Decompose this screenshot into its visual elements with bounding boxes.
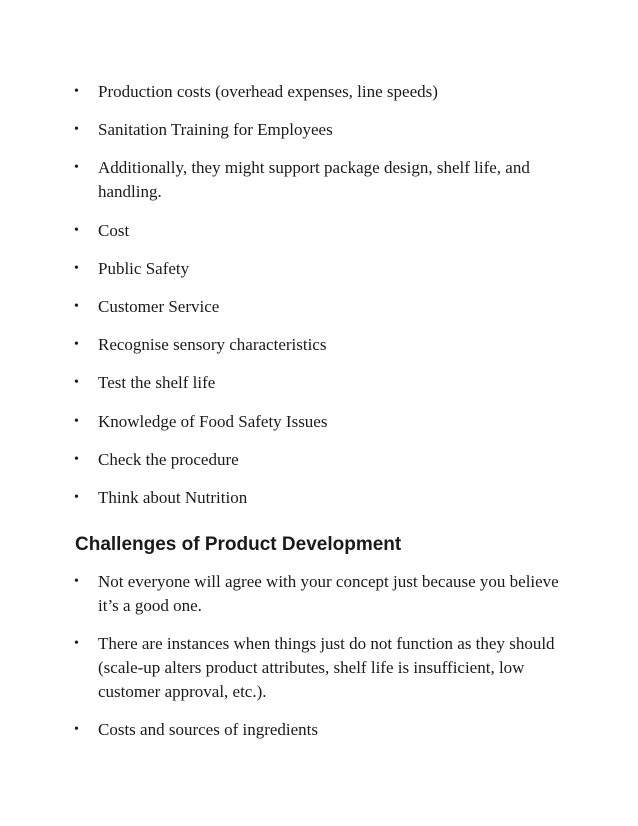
- bullet-list-requirements: [0, 80, 638, 524]
- list-item-text: Test the shelf life: [98, 373, 216, 393]
- bullet-marker: •: [74, 84, 79, 99]
- list-item-text: Public Safety: [98, 258, 190, 278]
- bullet-marker: •: [74, 298, 79, 314]
- list-item: [0, 257, 638, 281]
- section-heading: Challenges of Product Development: [75, 534, 402, 555]
- list-item: [0, 448, 638, 472]
- list-item-text: Not everyone will agree with your concept just because you believe it’s a good one.: [98, 572, 559, 615]
- bullet-list-challenges: [0, 570, 638, 757]
- bullet-marker: •: [74, 574, 79, 589]
- list-item: [0, 219, 638, 243]
- list-item: [0, 295, 638, 319]
- list-item-text: Recognise sensory characteristics: [98, 335, 327, 355]
- list-item: [0, 718, 638, 742]
- list-item-text: Knowledge of Food Safety Issues: [98, 411, 328, 431]
- list-item: [0, 570, 638, 618]
- list-item-text: Think about Nutrition: [98, 487, 248, 507]
- bullet-marker: •: [74, 160, 79, 176]
- list-item: [0, 118, 638, 142]
- bullet-marker: •: [74, 337, 79, 353]
- list-item-text: Cost: [98, 220, 130, 240]
- bullet-marker: •: [74, 636, 79, 652]
- list-item-text: Costs and sources of ingredients: [98, 720, 319, 740]
- list-item: [0, 333, 638, 357]
- bullet-marker: •: [74, 260, 79, 276]
- bullet-marker: •: [74, 413, 79, 429]
- list-item: [0, 410, 638, 434]
- bullet-marker: •: [74, 489, 79, 505]
- bullet-marker: •: [74, 122, 79, 138]
- list-item: [0, 371, 638, 395]
- bullet-marker: •: [74, 451, 79, 467]
- bullet-marker: •: [74, 375, 79, 391]
- list-item: [0, 632, 638, 704]
- bullet-marker: •: [74, 722, 79, 738]
- list-item: [0, 80, 638, 104]
- list-item-text: Customer Service: [98, 296, 220, 316]
- list-item-text: Sanitation Training for Employees: [98, 120, 333, 140]
- list-item-text: Check the procedure: [98, 449, 239, 469]
- list-item: [0, 156, 638, 204]
- list-item-text: Additionally, they might support package design, shelf life, and handling.: [98, 158, 530, 202]
- list-item-text: Production costs (overhead expenses, line speeds): [98, 82, 438, 101]
- bullet-marker: •: [74, 222, 79, 238]
- list-item: [0, 486, 638, 510]
- list-item-text: There are instances when things just do not function as they should (scale-up alters product attributes, shelf life is insufficient, low customer approval, etc.).: [98, 634, 555, 702]
